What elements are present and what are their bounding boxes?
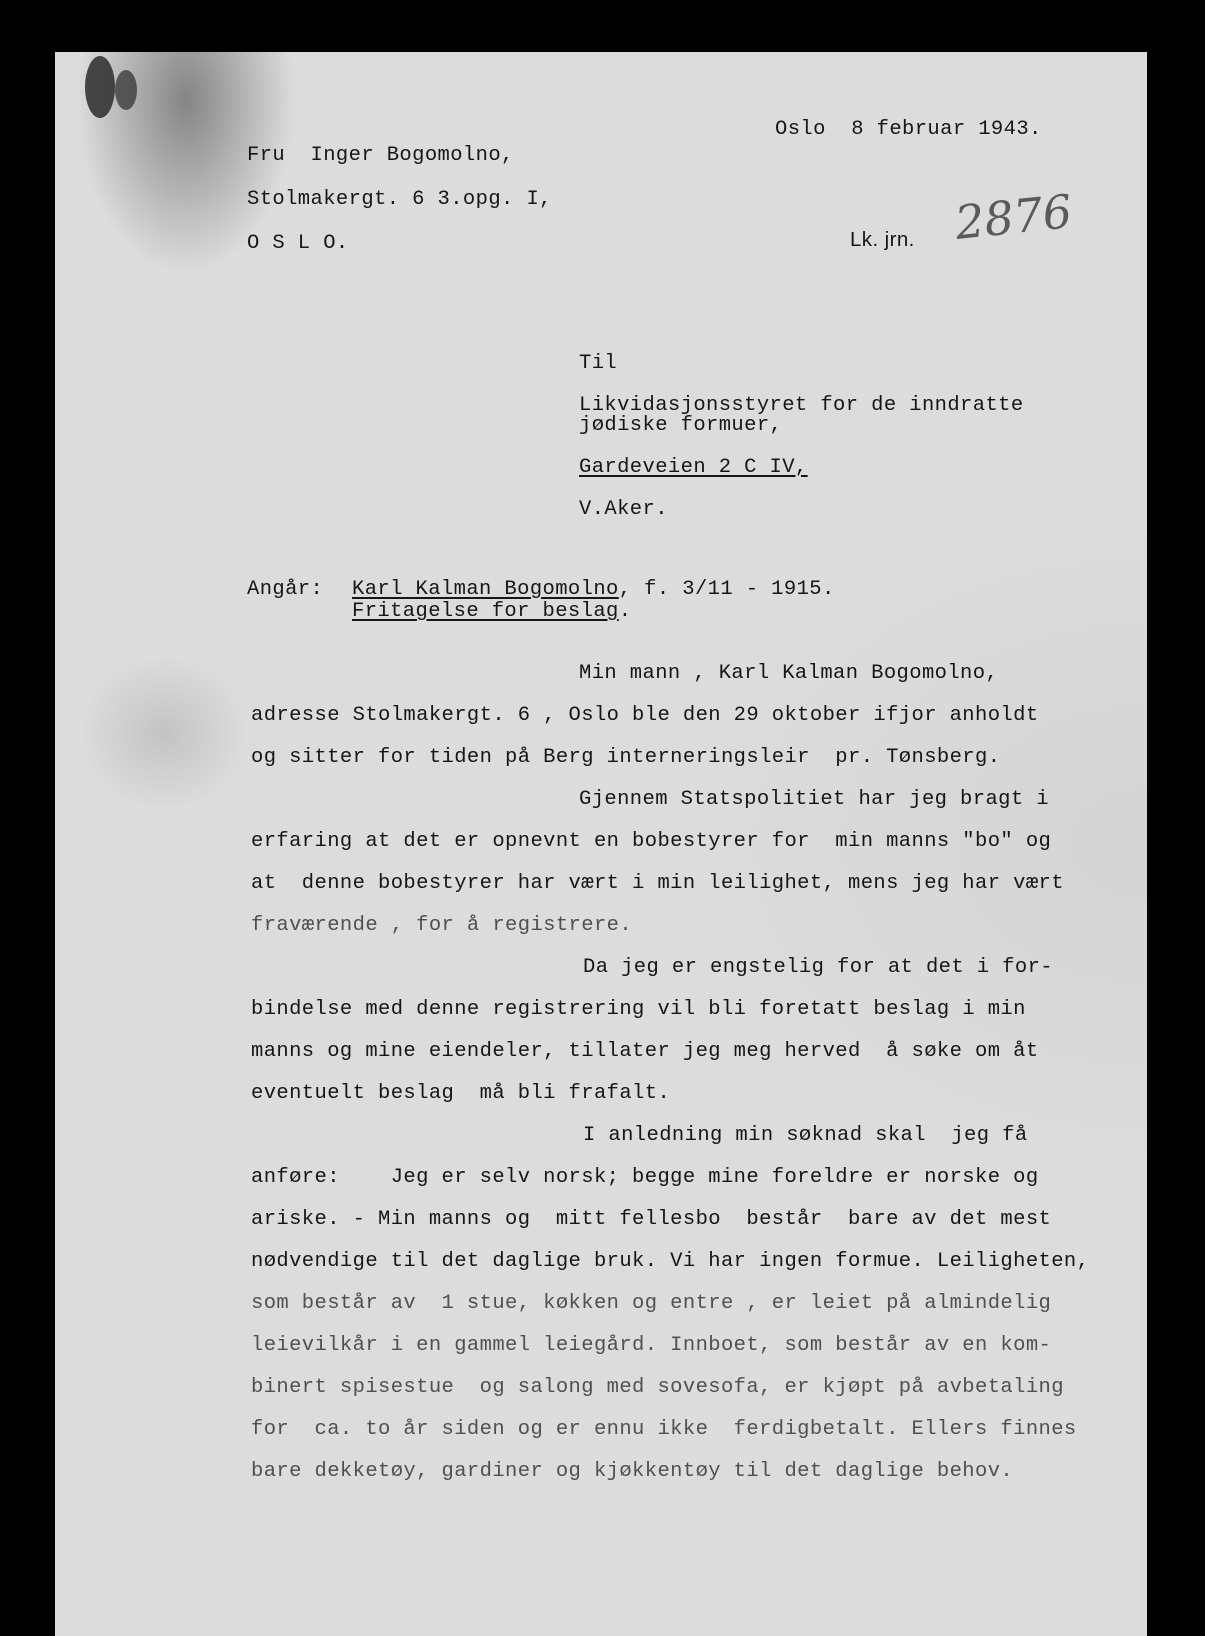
recipient-name-2: jødiske formuer, (579, 414, 783, 437)
sender-street: Stolmakergt. 6 3.opg. I, (247, 188, 552, 211)
body-line: og sitter for tiden på Berg interneringsleir pr. Tønsberg. (251, 746, 1001, 769)
subject-title-end: . (618, 600, 632, 623)
body-line: nødvendige til det daglige bruk. Vi har ingen formue. Leiligheten, (251, 1250, 1090, 1273)
body-line: at denne bobestyrer har vært i min leilighet, mens jeg har vært (251, 872, 1064, 895)
body-line: som består av 1 stue, køkken og entre , er leiet på almindelig (251, 1292, 1052, 1315)
body-line: fraværende , for å registrere. (251, 914, 633, 937)
body-line: Min mann , Karl Kalman Bogomolno, (579, 662, 999, 685)
body-line: Gjennem Statspolitiet har jeg bragt i (579, 788, 1049, 811)
recipient-to: Til (579, 352, 618, 375)
subject-label: Angår: (247, 578, 324, 601)
subject-birth: , f. 3/11 - 1915. (618, 578, 835, 601)
body-line: anføre: Jeg er selv norsk; begge mine foreldre er norske og (251, 1166, 1039, 1189)
recipient-city: V.Aker. (579, 498, 668, 521)
recipient-name-1: Likvidasjonsstyret for de inndratte (579, 394, 1024, 417)
body-line: I anledning min søknad skal jeg få (583, 1124, 1028, 1147)
body-line: manns og mine eiendeler, tillater jeg meg herved å søke om åt (251, 1040, 1039, 1063)
sender-city: O S L O. (247, 232, 349, 255)
sender-name: Fru Inger Bogomolno, (247, 144, 514, 167)
body-line: bindelse med denne registrering vil bli foretatt beslag i min (251, 998, 1026, 1021)
body-line: leievilkår i en gammel leiegård. Innboet, som består av en kom- (251, 1334, 1052, 1357)
body-line: bare dekketøy, gardiner og kjøkkentøy til det daglige behov. (251, 1460, 1014, 1483)
recipient-street: Gardeveien 2 C IV, (579, 456, 808, 479)
subject-name: Karl Kalman Bogomolno (352, 578, 619, 601)
body-line: adresse Stolmakergt. 6 , Oslo ble den 29 oktober ifjor anholdt (251, 704, 1039, 727)
handwritten-number: 2876 (952, 184, 1075, 250)
letter-date: Oslo 8 februar 1943. (775, 118, 1042, 141)
journal-ref: Lk. jrn. (850, 228, 915, 251)
body-line: erfaring at det er opnevnt en bobestyrer for min manns "bo" og (251, 830, 1052, 853)
body-line: eventuelt beslag må bli frafalt. (251, 1082, 671, 1105)
ink-blot (85, 56, 115, 118)
body-line: for ca. to år siden og er ennu ikke ferdigbetalt. Ellers finnes (251, 1418, 1077, 1441)
subject-line-2 (352, 600, 631, 624)
body-line: binert spisestue og salong med sovesofa, er kjøpt på avbetaling (251, 1376, 1064, 1399)
ink-blot-small (115, 70, 137, 110)
body-line: ariske. - Min manns og mitt fellesbo består bare av det mest (251, 1208, 1052, 1231)
subject-title: Fritagelse for beslag (352, 600, 619, 623)
subject-line-1 (352, 578, 835, 602)
letter-page (55, 52, 1147, 1636)
body-line: Da jeg er engstelig for at det i for- (583, 956, 1053, 979)
